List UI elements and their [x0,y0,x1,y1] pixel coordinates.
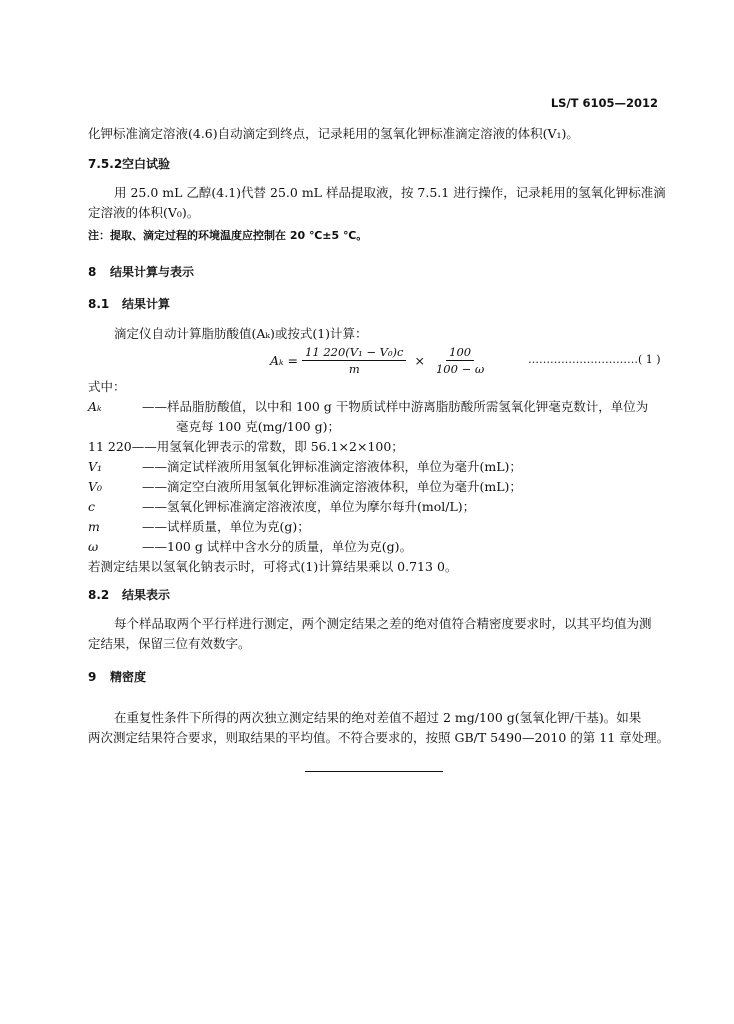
definition-row [88,537,412,557]
definition-row [88,417,340,437]
fraction-1 [302,345,406,376]
definition-symbol: V₀ [88,479,103,494]
section-number: 8.1 [88,297,110,311]
s752-line-2: 定溶液的体积(V₀)。 [88,205,200,220]
heading-8-1 [88,295,170,312]
section-title: 结果表示 [122,588,171,602]
definition-text: 毫克每 100 克(mg/100 g)； [176,419,340,434]
standard-number: LS/T 6105—2012 [550,96,658,110]
definition-symbol: m [88,519,100,534]
definition-text: 11 220——用氢氧化钾表示的常数，即 56.1×2×100； [88,439,404,454]
definition-row [88,457,522,477]
formula-intro: 滴定仪自动计算脂肪酸值(Aₖ)或按式(1)计算： [114,326,368,341]
definition-text: ——试样质量，单位为克(g)； [142,519,310,534]
times-sign: × [414,352,425,368]
section-title: 空白试验 [122,157,171,171]
definition-symbol: ω [88,539,99,554]
definition-symbol: c [88,499,96,514]
s82-line-2: 定结果，保留三位有效数字。 [88,636,251,651]
definition-text: ——滴定空白液所用氢氧化钾标准滴定溶液体积，单位为毫升(mL)； [142,479,522,494]
formula [270,344,491,376]
s82-line-1: 每个样品取两个平行样进行测定，两个测定结果之差的绝对值符合精密度要求时，以其平均值为测 [114,616,652,631]
section-title: 结果计算与表示 [110,265,195,279]
s752-line-1: 用 25.0 mL 乙醇(4.1)代替 25.0 mL 样品提取液，按 7.5.1 进行操作，记录耗用的氢氧化钾标准滴 [114,185,666,200]
fraction-2-numerator: 100 [446,345,474,361]
definition-text: ——样品脂肪酸值，以中和 100 g 干物质试样中游离脂肪酸所需氢氧化钾毫克数计，单位为 [142,399,649,414]
heading-9 [88,668,146,685]
where-label: 式中： [88,379,126,394]
heading-7-5-2 [88,155,170,172]
end-rule [305,771,443,772]
fraction-1-denominator: m [348,361,360,376]
section-title: 结果计算 [122,297,171,311]
formula-lhs: Aₖ = [270,352,299,368]
section-number: 8.2 [88,588,110,602]
definition-symbol: Aₖ [88,399,102,414]
definition-row [88,517,310,537]
fraction-1-numerator: 11 220(V₁ − V₀)c [302,345,406,361]
s9-line-2: 两次测定结果符合要求，则取结果的平均值。不符合要求的，按照 GB/T 5490—2010 的第 11 章处理。 [88,730,670,745]
definition-row [88,477,522,497]
definition-text: ——滴定试样液所用氢氧化钾标准滴定溶液体积，单位为毫升(mL)； [142,459,522,474]
section-number: 7.5.2 [88,157,123,171]
fraction-2 [433,345,487,376]
s9-line-1: 在重复性条件下所得的两次独立测定结果的绝对差值不超过 2 mg/100 g(氢氧化钾/干基)。如果 [114,710,642,725]
equation-reference: …………………………( 1 ) [528,353,661,366]
fraction-2-denominator: 100 − ω [435,361,485,376]
continuation-text: 化钾标准滴定溶液(4.6)自动滴定到终点，记录耗用的氢氧化钾标准滴定溶液的体积(V₁)。 [88,126,579,141]
heading-8 [88,263,194,280]
definition-row [88,497,475,517]
note: 注：提取、滴定过程的环境温度应控制在 20 ℃±5 ℃。 [88,229,368,242]
section-number: 9 [88,670,97,684]
section-number: 8 [88,265,97,279]
definition-text: ——氢氧化钾标准滴定溶液浓度，单位为摩尔每升(mol/L)； [142,499,476,514]
definition-symbol: V₁ [88,459,103,474]
section-title: 精密度 [110,670,147,684]
conversion-note: 若测定结果以氢氧化钠表示时，可将式(1)计算结果乘以 0.713 0。 [88,559,458,574]
definition-row [88,437,404,457]
definition-text: ——100 g 试样中含水分的质量，单位为克(g)。 [142,539,413,554]
definition-row [88,397,648,417]
heading-8-2 [88,586,170,603]
